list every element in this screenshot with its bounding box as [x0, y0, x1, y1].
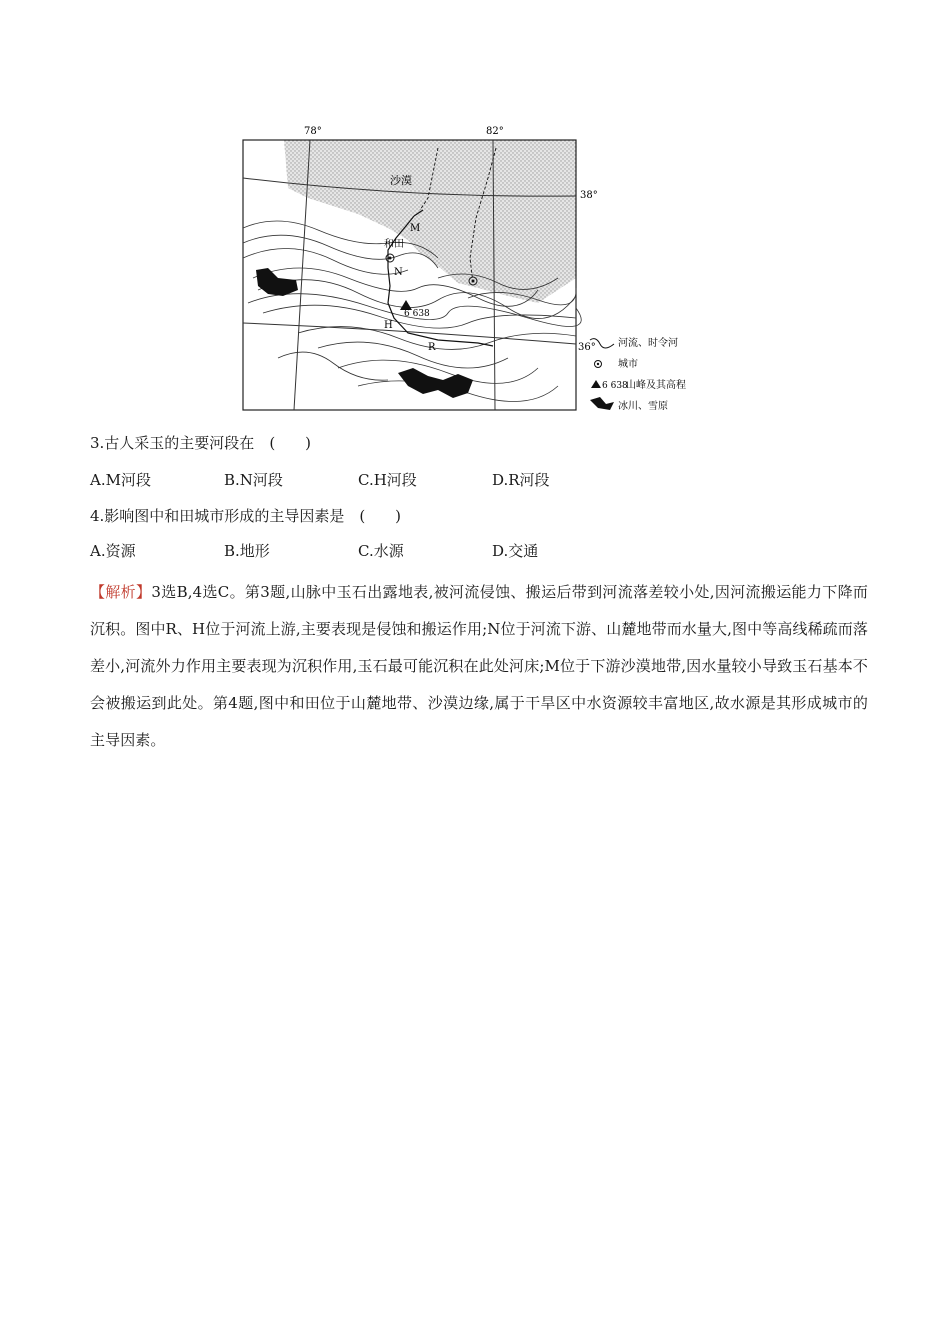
q3-option-b: B.N河段 — [224, 471, 283, 489]
legend-glacier-label: 冰川、雪原 — [618, 401, 668, 412]
desert-area — [284, 140, 576, 303]
q4-option-b: B.地形 — [224, 542, 270, 560]
q4-option-d: D.交通 — [492, 542, 539, 560]
analysis-text: 3选B,4选C。第3题,山脉中玉石出露地表,被河流侵蚀、搬运后带到河流落差较小处,因河流搬运能力下降而沉积。图中R、H位于河流上游,主要表现是侵蚀和搬运作用;N位于河流下游、山麓地带而水量大,图中等高线稀疏而落差小,河流外力作用主要表现为沉积作用,玉石最可能沉积在此处河床;M位于下游沙漠地带,因水量较小导致玉石基本不会被搬运到此处。第4题,图中和田位于山麓地带、沙漠边缘,属于干旱区中水资源较丰富地区,故水源是其形成城市的主导因素。 — [90, 583, 869, 749]
q3-option-c: C.H河段 — [358, 471, 417, 489]
legend-peak-sample: 6 638 — [602, 381, 628, 391]
q3-option-d: D.R河段 — [492, 471, 550, 489]
q3-option-a: A.M河段 — [90, 471, 151, 489]
desert-label: 沙漠 — [390, 174, 412, 187]
lat-38-label: 38° — [580, 190, 598, 201]
q4-option-a: A.资源 — [90, 542, 136, 560]
glacier-south — [398, 368, 473, 398]
q4-option-c: C.水源 — [358, 542, 404, 560]
lon-78-label: 78° — [304, 126, 322, 137]
river-label-h: H — [384, 320, 393, 331]
river-label-m: M — [410, 223, 421, 234]
peak-elevation-label: 6 638 — [404, 309, 430, 319]
river-label-r: R — [428, 342, 436, 353]
legend — [590, 336, 686, 412]
analysis-paragraph — [90, 574, 868, 759]
lat-36-label: 36° — [578, 342, 596, 353]
question-4-stem: 4.影响图中和田城市形成的主导因素是 ( ) — [90, 507, 402, 525]
legend-peak-label: 山峰及其高程 — [626, 380, 686, 391]
glacier-west — [256, 268, 298, 296]
analysis-tag: 【解析】 — [90, 583, 152, 601]
legend-city-label: 城市 — [618, 359, 638, 370]
question-3-stem: 3.古人采玉的主要河段在 ( ) — [90, 434, 312, 452]
legend-river-label: 河流、时令河 — [618, 338, 678, 349]
city-label-hotan: 和田 — [384, 239, 404, 250]
lon-82-label: 82° — [486, 126, 504, 137]
river-label-n: N — [394, 267, 403, 278]
topographic-map — [238, 118, 718, 414]
